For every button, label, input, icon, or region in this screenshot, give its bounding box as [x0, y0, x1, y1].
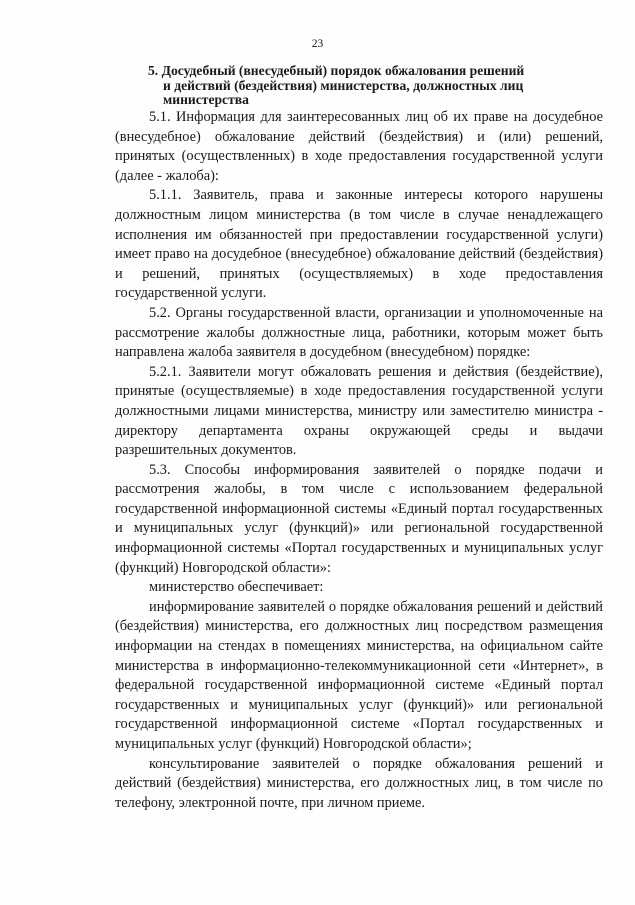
paragraph-5-1-1: 5.1.1. Заявитель, права и законные интересы которого нарушены должностным лицом министерства (в том числе в случае ненадлежащего исполнения им обязанностей при предоставлении государственной услуги) имеет право на досудебное (внесудебное) обжалование действий (бездействия) и решений, принятых (осуществляемых) в ходе предоставления государственной услуги. — [115, 187, 603, 302]
page-number: 23 — [311, 38, 324, 50]
section-heading-line: и действий (бездействия) министерства, должностных лиц — [163, 77, 524, 93]
paragraph-5-2-1: 5.2.1. Заявители могут обжаловать решения и действия (бездействие), принятые (осуществляемые) в ходе предоставления государственной услуги должностными лицами министерства, министру или заместителю министра - директору департамента охраны окружающей среды и выдачи разрешительных документов. — [115, 363, 603, 459]
section-heading-line: 5. Досудебный (внесудебный) порядок обжалования решений — [148, 63, 525, 78]
document-body — [115, 108, 603, 813]
paragraph-5-2: 5.2. Органы государственной власти, организации и уполномоченные на рассмотрение жалобы должностные лица, работники, которым может быть направлена жалоба заявителя в досудебном (внесудебном) порядке: — [115, 304, 603, 361]
section-heading — [148, 64, 578, 108]
paragraph-consulting: консультирование заявителей о порядке обжалования решений и действий (бездействия) министерства, его должностных лиц, в том числе по телефону, электронной почте, при личном приеме. — [115, 755, 603, 811]
section-heading-line: министерства — [163, 92, 249, 107]
paragraph-5-1: 5.1. Информация для заинтересованных лиц об их праве на досудебное (внесудебное) обжалование действий (бездействия) и (или) решений, принятых (осуществленных) в ходе предоставления государственной услуги (далее - жалоба): — [115, 109, 603, 184]
paragraph-ministry-provides: министерство обеспечивает: — [149, 579, 324, 596]
paragraph-5-3: 5.3. Способы информирования заявителей о порядке подачи и рассмотрения жалобы, в том числе с использованием федеральной государственной информационной системы «Единый портал государственных и муниципальных услуг (функций)» или региональной государственной информационной системы «Портал государственных и муниципальных услуг (функций) Новгородской области»: — [115, 461, 603, 576]
paragraph-informing: информирование заявителей о порядке обжалования решений и действий (бездействия) министерства, его должностных лиц посредством размещения информации на стендах в помещениях министерства, на официальном сайте министерства в информационно-телекоммуникационной сети «Интернет», в федеральной государственной информационной системе «Единый портал государственных и муниципальных услуг (функций)» или региональной государственной информационной системе «Портал государственных и муниципальных услуг (функций) Новгородской области»; — [115, 598, 603, 752]
